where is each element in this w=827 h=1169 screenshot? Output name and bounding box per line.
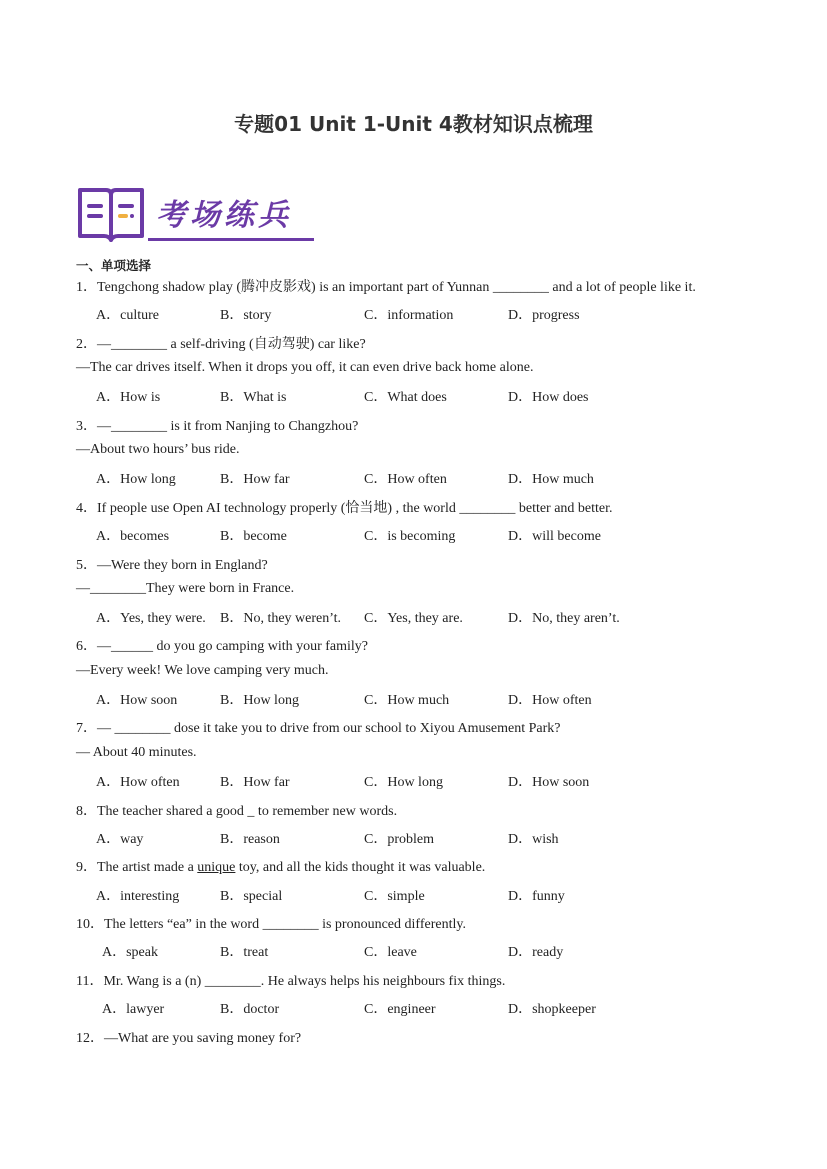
- section-banner: [76, 186, 316, 244]
- question-9: [76, 856, 485, 876]
- q4-option-a: A．becomes: [96, 529, 170, 544]
- q11-option-c: C．engineer: [364, 1002, 436, 1017]
- question-6-reply: —Every week! We love camping very much.: [76, 663, 329, 678]
- q5-option-b: B．No, they weren’t.: [220, 611, 342, 626]
- q3-option-c: C．How often: [364, 472, 447, 487]
- q9-option-b: B．special: [220, 889, 283, 904]
- banner-title: 考场练兵: [156, 198, 292, 233]
- q8-option-c: C．problem: [364, 832, 434, 847]
- q3-option-b: B．How far: [220, 472, 290, 487]
- q4-option-b: B．become: [220, 529, 287, 544]
- q4-option-c: C．is becoming: [364, 529, 456, 544]
- question-9-pre: 9．The artist made a: [76, 860, 198, 875]
- question-3-reply: —About two hours’ bus ride.: [76, 442, 240, 457]
- q11-option-b: B．doctor: [220, 1002, 280, 1017]
- q6-option-c: C．How much: [364, 693, 450, 708]
- q6-option-a: A．How soon: [96, 693, 178, 708]
- q9-option-c: C．simple: [364, 889, 425, 904]
- question-6: 6．—______ do you go camping with your family?: [76, 639, 369, 654]
- q10-option-b: B．treat: [220, 945, 269, 960]
- q7-option-d: D．How soon: [508, 775, 590, 790]
- q2-option-a: A．How is: [96, 390, 161, 405]
- question-11: 11．Mr. Wang is a (n) ________. He always helps his neighbours fix things.: [76, 974, 506, 989]
- q5-option-d: D．No, they aren’t.: [508, 611, 620, 626]
- q10-option-c: C．leave: [364, 945, 417, 960]
- question-7: 7．— ________ dose it take you to drive from our school to Xiyou Amusement Park?: [76, 721, 561, 736]
- question-2-reply: —The car drives itself. When it drops you off, it can even drive back home alone.: [76, 360, 534, 375]
- question-10: 10．The letters “ea” in the word ________ is pronounced differently.: [76, 917, 466, 932]
- question-9-underlined-word: unique: [197, 860, 236, 875]
- question-1: 1．Tengchong shadow play (腾冲皮影戏) is an important part of Yunnan ________ and a lot of people like it.: [76, 280, 696, 295]
- question-8: 8．The teacher shared a good _ to remember new words.: [76, 804, 398, 819]
- banner-underline: [148, 238, 314, 241]
- question-7-reply: — About 40 minutes.: [76, 745, 197, 760]
- question-4: 4．If people use Open AI technology properly (恰当地) , the world ________ better and better.: [76, 501, 613, 516]
- q7-option-a: A．How often: [96, 775, 180, 790]
- q2-option-d: D．How does: [508, 390, 589, 405]
- q9-option-d: D．funny: [508, 889, 565, 904]
- q2-option-c: C．What does: [364, 390, 447, 405]
- q1-option-a: A．culture: [96, 308, 159, 323]
- q4-option-d: D．will become: [508, 529, 601, 544]
- q11-option-d: D．shopkeeper: [508, 1002, 596, 1017]
- q8-option-d: D．wish: [508, 832, 559, 847]
- q9-option-a: A．interesting: [96, 889, 180, 904]
- q5-option-c: C．Yes, they are.: [364, 611, 463, 626]
- q3-option-d: D．How much: [508, 472, 594, 487]
- q10-option-a: A．speak: [102, 945, 158, 960]
- q1-option-b: B．story: [220, 308, 272, 323]
- book-icon: [76, 186, 146, 244]
- question-12: 12．—What are you saving money for?: [76, 1031, 302, 1046]
- q6-option-b: B．How long: [220, 693, 299, 708]
- q3-option-a: A．How long: [96, 472, 176, 487]
- page-title: 专题01 Unit 1-Unit 4教材知识点梳理: [234, 112, 593, 136]
- q8-option-b: B．reason: [220, 832, 280, 847]
- q10-option-d: D．ready: [508, 945, 564, 960]
- q7-option-b: B．How far: [220, 775, 290, 790]
- q8-option-a: A．way: [96, 832, 144, 847]
- q7-option-c: C．How long: [364, 775, 443, 790]
- q2-option-b: B．What is: [220, 390, 287, 405]
- question-2: 2．—________ a self-driving (自动驾驶) car like?: [76, 337, 366, 352]
- q1-option-d: D．progress: [508, 308, 580, 323]
- q1-option-c: C．information: [364, 308, 454, 323]
- q6-option-d: D．How often: [508, 693, 592, 708]
- question-5: 5．—Were they born in England?: [76, 558, 268, 573]
- question-3: 3．—________ is it from Nanjing to Changzhou?: [76, 419, 359, 434]
- question-9-post: toy, and all the kids thought it was valuable.: [235, 860, 486, 875]
- section-heading: 一、单项选择: [76, 258, 152, 273]
- q11-option-a: A．lawyer: [102, 1002, 165, 1017]
- q5-option-a: A．Yes, they were.: [96, 611, 206, 626]
- question-5-reply: —________They were born in France.: [76, 581, 295, 596]
